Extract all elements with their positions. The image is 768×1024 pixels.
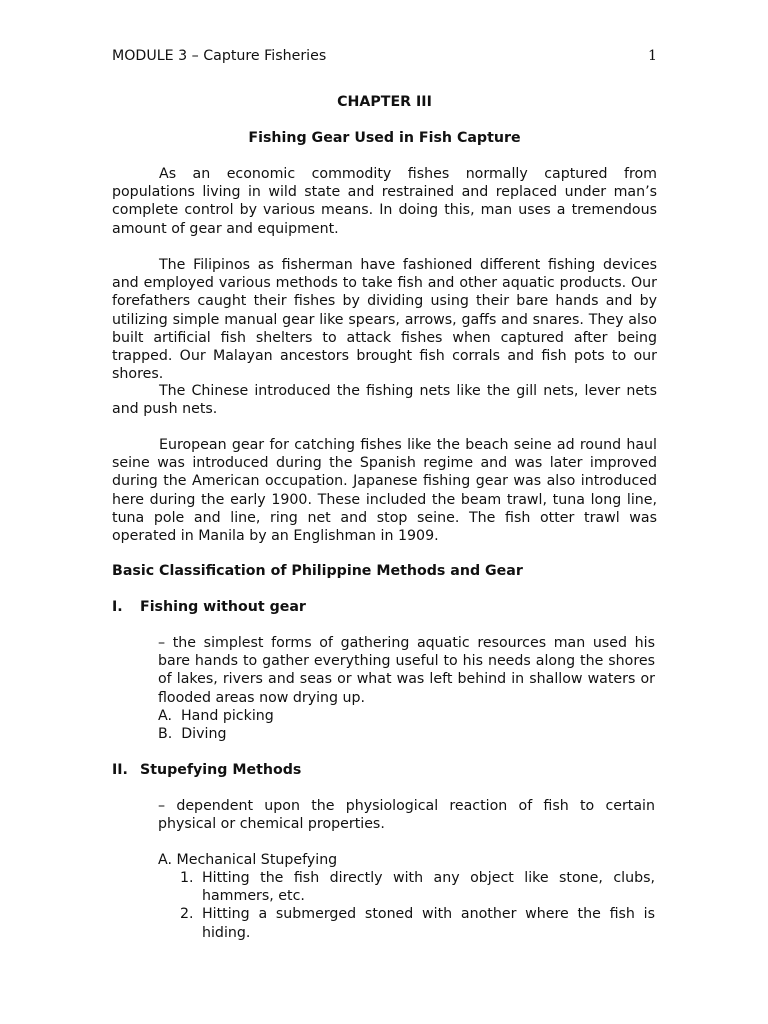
page-header (112, 47, 657, 65)
section-title: Stupefying Methods (140, 762, 302, 778)
section-numeral: II. (112, 762, 128, 778)
paragraph-european (112, 436, 657, 545)
paragraph: The Chinese introduced the fishing nets like the gill nets, lever nets and push nets. (112, 383, 657, 418)
paragraph: The Filipinos as fisherman have fashioned different fishing devices and employed various methods to take fish and other aquatic products. Our forefathers caught their fishes by dividing using their bare hands and by utilizing simple manual gear like spears, arrows, gaffs and snares. They also built artificial fish shelters to attack fishes when captured after being trapped. Our Malayan ancestors brought fish corrals and fish pots to our shores. (112, 257, 657, 383)
section-2-body (158, 797, 655, 833)
classification-heading: Basic Classification of Philippine Methods and Gear (112, 563, 523, 579)
list-item: B. Diving (158, 726, 227, 743)
paragraph-chinese (112, 382, 657, 418)
section-heading-1 (112, 598, 306, 616)
section-1-body (158, 634, 655, 743)
chapter-title: Fishing Gear Used in Fish Capture (248, 130, 521, 146)
paragraph-filipinos (112, 256, 657, 383)
list-item (180, 869, 655, 905)
module-title: MODULE 3 – Capture Fisheries (112, 48, 327, 64)
subheading: A. Mechanical Stupefying (158, 852, 338, 868)
paragraph: As an economic commodity fishes normally captured from populations living in wild state and restrained and replaced under man’s complete control by various means. In doing this, man uses a tremendous amount of gear and equipment. (112, 166, 657, 237)
section-title: Fishing without gear (140, 599, 306, 615)
chapter-label: CHAPTER III (337, 94, 432, 110)
item-number: 2. (180, 906, 194, 923)
section-numeral: I. (112, 599, 123, 615)
item-number: 1. (180, 870, 194, 886)
list-item: A. Hand picking (158, 707, 274, 724)
list-item (180, 905, 655, 941)
numbered-list (180, 869, 655, 942)
paragraph: European gear for catching fishes like the beach seine ad round haul seine was introduced during the Spanish regime and was later improved during the American occupation. Japanese fishing gear was also introduced here during the early 1900. These included the beam trawl, tuna long line, tuna pole and line, ring net and stop seine. The fish otter trawl was operated in Manila by an Englishman in 1909. (112, 437, 657, 545)
section-heading-2 (112, 761, 301, 779)
page-number: 1 (647, 48, 657, 64)
section-description: – dependent upon the physiological reaction of fish to certain physical or chemical properties. (158, 798, 655, 833)
item-text: Hitting a submerged stoned with another where the fish is hiding. (202, 906, 655, 941)
paragraph-intro (112, 165, 657, 238)
section-description: – the simplest forms of gathering aquatic resources man used his bare hands to gather everything useful to his needs along the shores of lakes, rivers and seas or what was left behind in shallow waters or flooded areas now drying up. (158, 635, 655, 706)
item-text: Hitting the fish directly with any object like stone, clubs, hammers, etc. (202, 870, 655, 905)
